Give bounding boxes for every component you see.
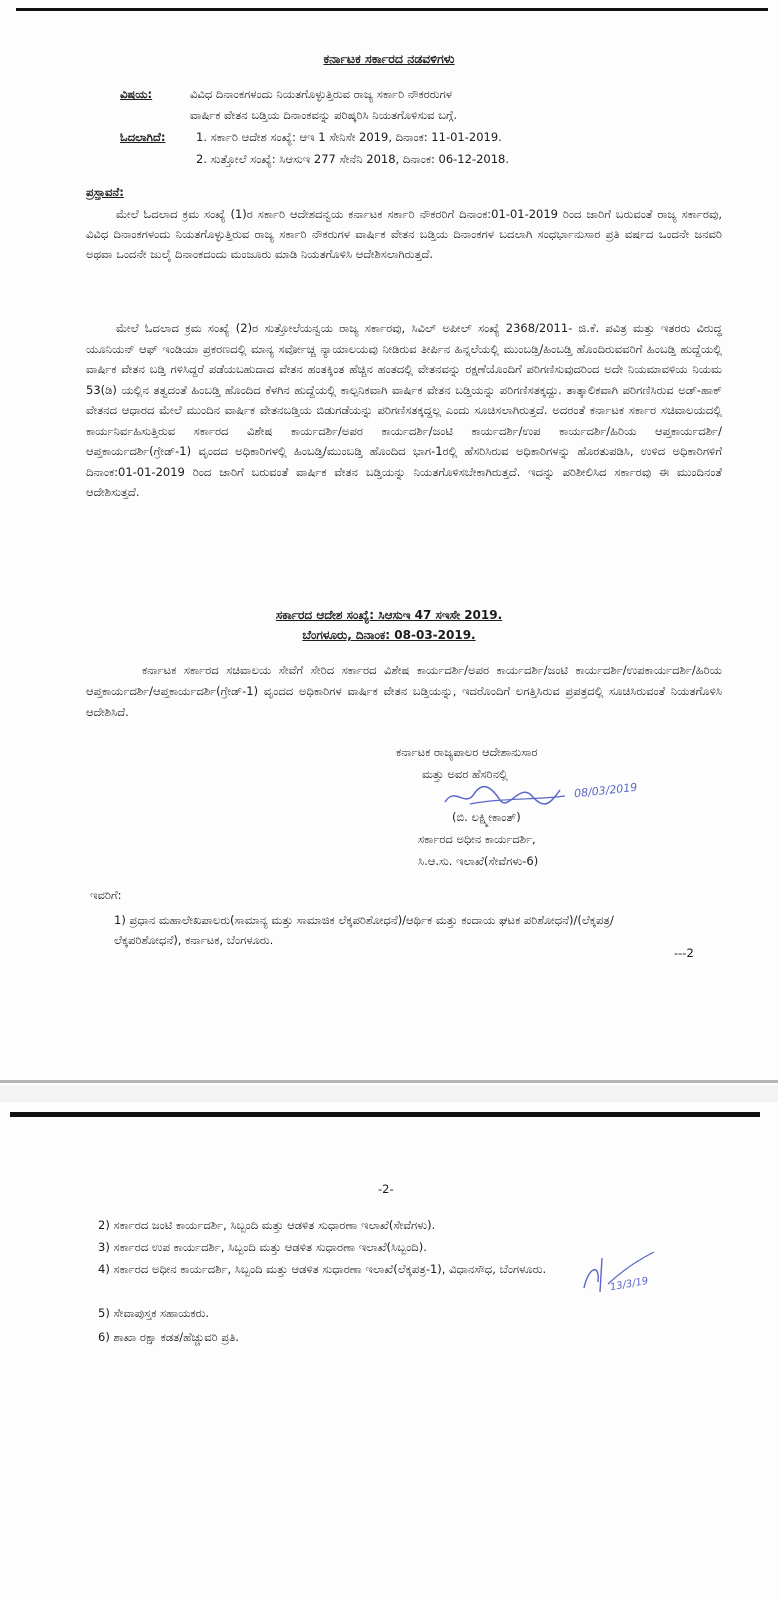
page-top-border [10, 1112, 760, 1117]
page-number: -2- [378, 1182, 394, 1196]
signer-name: (ಬಿ. ಲಕ್ಷ್ಮೀಕಾಂತ್) [452, 810, 521, 824]
preamble-paragraph-1: ಮೇಲೆ ಓದಲಾದ ಕ್ರಮ ಸಂಖ್ಯೆ (1)ರ ಸರ್ಕಾರಿ ಆದೇಶದನ್ವಯ ಕರ್ನಾಟಕ ಸರ್ಕಾರಿ ನೌಕರರಿಗೆ ದಿನಾಂಕ:01-01-2019 ರಿಂದ ಜಾರಿಗೆ ಬರುವಂತೆ ರಾಜ್ಯ ಸರ್ಕಾರವು, ವಿವಿಧ ದಿನಾಂಕಗಳಂದು ನಿಯತಗೊಳ್ಳುತ್ತಿರುವ ರಾಜ್ಯ ಸರ್ಕಾರಿ ನೌಕರುಗಳ ವಾರ್ಷಿಕ ವೇತನ ಬಡ್ತಿಯ ದಿನಾಂಕಗಳ ಬದಲಾಗಿ ಸಂಧರ್ಭಾನುಸಾರ ಪ್ರತಿ ವರ್ಷದ ಒಂದನೇ ಜನವರಿ ಅಥವಾ ಒಂದನೇ ಜುಲೈ ದಿನಾಂಕದಂದು ಮಂಜೂರು ಮಾಡಿ ನಿಯತಗೊಳಿಸಿ ಆದೇಶಿಸಲಾಗಿರುತ್ತದೆ. [86, 207, 722, 261]
subject-line-1: ವಿವಿಧ ದಿನಾಂಕಗಳಂದು ನಿಯತಗೊಳ್ಳುತ್ತಿರುವ ರಾಜ್ಯ ಸರ್ಕಾರಿ ನೌಕರರುಗಳ [190, 87, 452, 101]
preamble-paragraph-2: ಮೇಲೆ ಓದಲಾದ ಕ್ರಮ ಸಂಖ್ಯೆ (2)ರ ಸುತ್ತೋಲೆಯನ್ವಯ ರಾಜ್ಯ ಸರ್ಕಾರವು, ಸಿವಿಲ್ ಅಪೀಲ್ ಸಂಖ್ಯೆ 2368/2011- ಜಿ.ಕೆ. ಪವಿತ್ರ ಮತ್ತು ಇತರರು ವಿರುದ್ಧ ಯೂನಿಯನ್ ಆಫ್ ಇಂಡಿಯಾ ಪ್ರಕರಣದಲ್ಲಿ ಮಾನ್ಯ ಸರ್ವೋಚ್ಚ ನ್ಯಾಯಾಲಯವು ನೀಡಿರುವ ತೀರ್ಪಿನ ಹಿನ್ನಲೆಯಲ್ಲಿ ಮುಂಬಡ್ತಿ/ಹಿಂಬಡ್ತಿ ಹೊಂದಿರುವವರಿಗೆ ಹಿಂಬಡ್ತಿ ಹುದ್ದೆಯಲ್ಲಿ ವಾರ್ಷಿಕ ವೇತನ ಬಡ್ತಿ ಗಳಿಸಿದ್ದರೆ ಪಡೆಯಬಹುದಾದ ವೇತನ ಹಂತಕ್ಕಿಂತ ಹೆಚ್ಚಿನ ಹಂತದಲ್ಲಿ ವೇತನವನ್ನು ರಕ್ಷಣೆಯೊಂದಿಗೆ ಪರಿಗಣಿಸುವುದರಿಂದ ಅದೇ ನಿಯಮಾವಳಿಯ ನಿಯಮ 53(ಡಿ) ಯಲ್ಲಿನ ತತ್ವದಂತೆ ಹಿಂಬಡ್ತಿ ಹೊಂದಿದ ಕೆಳಗಿನ ಹುದ್ದೆಯಲ್ಲಿ ಕಾಲ್ಪನಿಕವಾಗಿ ವಾರ್ಷಿಕ ವೇತನ ಬಡ್ತಿಯನ್ನು ಪರಿಗಣಿಸತಕ್ಕದ್ದು. ತಾತ್ಕಾಲಿಕವಾಗಿ ಪರಿಗಣಿಸಿರುವ ಅಡ್-ಹಾಕ್ ವೇತನದ ಆಧಾರದ ಮೇಲೆ ಮುಂದಿನ ವಾರ್ಷಿಕ ವೇತನಬಡ್ತಿಯ ಬಿಡುಗಡೆಯನ್ನು ಪರಿಗಣಿಸತಕ್ಕದ್ದಲ್ಲ ಎಂದು ಸೂಚಿಸಲಾಗಿರುತ್ತದೆ. ಅದರಂತೆ ಕರ್ನಾಟಕ ಸರ್ಕಾರ ಸಚಿವಾಲಯದಲ್ಲಿ ಕಾರ್ಯನಿರ್ವಹಿಸುತ್ತಿರುವ ಸರ್ಕಾರದ ವಿಶೇಷ ಕಾರ್ಯದರ್ಶಿ/ಅಪರ ಕಾರ್ಯದರ್ಶಿ/ಜಂಟಿ ಕಾರ್ಯದರ್ಶಿ/ಉಪ ಕಾರ್ಯದರ್ಶಿ/ಹಿರಿಯ ಆಪ್ತಕಾರ್ಯದರ್ಶಿ/ಆಪ್ತಕಾರ್ಯದರ್ಶಿ(ಗ್ರೇಡ್-1) ವೃಂದದ ಅಧಿಕಾರಿಗಳಲ್ಲಿ ಹಿಂಬಡ್ತಿ/ಮುಂಬಡ್ತಿ ಹೊಂದಿದ ಭಾಗ-1ರಲ್ಲಿ ಹೆಸರಿಸಿರುವ ಅಧಿಕಾರಿಗಳನ್ನು ಹೊರತುಪಡಿಸಿ, ಉಳಿದ ಅಧಿಕಾರಿಗಳಿಗೆ ದಿನಾಂಕ:01-01-2019 ರಿಂದ ಜಾರಿಗೆ ಬರುವಂತೆ ವಾರ್ಷಿಕ ವೇತನ ಬಡ್ತಿಯನ್ನು ನಿಯತಗೊಳಿಸಬೇಕಾಗಿರುತ್ತದೆ. ಇದನ್ನು ಪರಿಶೀಲಿಸಿದ ಸರ್ಕಾರವು ಈ ಮುಂದಿನಂತೆ ಆದೇಶಿಸುತ್ತದೆ. [86, 321, 722, 499]
page-top-border [16, 8, 768, 11]
order-text: ಕರ್ನಾಟಕ ಸರ್ಕಾರದ ಸಚಿವಾಲಯ ಸೇವೆಗೆ ಸೇರಿದ ಸರ್ಕಾರದ ವಿಶೇಷ ಕಾರ್ಯದರ್ಶಿ/ಅಪರ ಕಾರ್ಯದರ್ಶಿ/ಜಂಟಿ ಕಾರ್ಯದರ್ಶಿ/ಉಪಕಾರ್ಯದರ್ಶಿ/ಹಿರಿಯ ಆಪ್ತಕಾರ್ಯದರ್ಶಿ/ಆಪ್ತಕಾರ್ಯದರ್ಶಿ(ಗ್ರೇಡ್-1) ವೃಂದದ ಅಧಿಕಾರಿಗಳ ವಾರ್ಷಿಕ ವೇತನ ಬಡ್ತಿಯನ್ನು, ಇದರೊಂದಿಗೆ ಲಗತ್ತಿಸಿರುವ ಪ್ರಪತ್ರದಲ್ಲಿ ಸೂಚಿಸಿರುವಂತೆ ನಿಯತಗೊಳಿಸಿ ಆದೇಶಿಸಿದೆ. [86, 663, 722, 719]
document-page-2 [0, 1102, 778, 1600]
page-gap [0, 1085, 778, 1102]
sign-line-2: ಮತ್ತು ಅವರ ಹೆಸರಿನಲ್ಲಿ [422, 767, 508, 781]
continuation-marker: ---2 [674, 946, 694, 960]
order-place-date: ಬೆಂಗಳೂರು, ದಿನಾಂಕ: 08-03-2019. [302, 628, 476, 642]
read-label: ಓದಲಾಗಿದೆ: [120, 130, 166, 144]
signer-title: ಸರ್ಕಾರದ ಅಧೀನ ಕಾರ್ಯದರ್ಶಿ, [418, 832, 536, 846]
document-header: ಕರ್ನಾಟಕ ಸರ್ಕಾರದ ನಡವಳಿಗಳು [323, 51, 455, 66]
subject-line-2: ವಾರ್ಷಿಕ ವೇತನ ಬಡ್ತಿಯ ದಿನಾಂಕವನ್ನು ಪರಿಷ್ಕರಿಸಿ ನಿಯತಗೊಳಿಸುವ ಬಗ್ಗೆ. [190, 108, 457, 122]
recipient-2: 2) ಸರ್ಕಾರದ ಜಂಟಿ ಕಾರ್ಯದರ್ಶಿ, ಸಿಬ್ಬಂದಿ ಮತ್ತು ಆಡಳಿತ ಸುಧಾರಣಾ ಇಲಾಖೆ(ಸೇವೆಗಳು). [98, 1218, 436, 1232]
signature-date: 08/03/2019 [573, 780, 638, 801]
order-number: ಸರ್ಕಾರದ ಆದೇಶ ಸಂಖ್ಯೆ: ಸಿಆಸುಇ 47 ಸಇಸೇ 2019. [275, 608, 503, 622]
recipient-6: 6) ಶಾಖಾ ರಕ್ಷಾ ಕಡತ/ಹೆಚ್ಚುವರಿ ಪ್ರತಿ. [98, 1330, 239, 1344]
recipient-5: 5) ಸೇವಾಪುಸ್ತಕ ಸಹಾಯಕರು. [98, 1306, 210, 1320]
initial-date: 13/3/19 [609, 1275, 650, 1294]
signer-department: ಸಿ.ಆ.ಸು. ಇಲಾಖೆ(ಸೇವೆಗಳು-6) [418, 854, 539, 868]
recipients-label: ಇವರಿಗೆ: [90, 888, 122, 902]
sign-line-1: ಕರ್ನಾಟಕ ರಾಜ್ಯಪಾಲರ ಆದೇಶಾನುಸಾರ [396, 745, 538, 759]
page-bottom-border [0, 1080, 778, 1083]
recipient-4: 4) ಸರ್ಕಾರದ ಅಧೀನ ಕಾರ್ಯದರ್ಶಿ, ಸಿಬ್ಬಂದಿ ಮತ್ತು ಆಡಳಿತ ಸುಧಾರಣಾ ಇಲಾಖೆ(ಲೆಕ್ಕಪತ್ರ-1), ವಿಧಾನಸೌಧ, ಬೆಂಗಳೂರು. [98, 1262, 547, 1276]
recipient-1: 1) ಪ್ರಧಾನ ಮಹಾಲೇಖಪಾಲರು(ಸಾಮಾನ್ಯ ಮತ್ತು ಸಾಮಾಜಿಕ ಲೆಕ್ಕಪರಿಶೋಧನೆ)/ಆರ್ಥಿಕ ಮತ್ತು ಕಂದಾಯ ಘಟಕ ಪರಿಶೋಧನೆ)/(ಲೆಕ್ಕಪತ್ರ/ಲೆಕ್ಕಪರಿಶೋಧನೆ), ಕರ್ನಾಟಕ, ಬೆಂಗಳೂರು. [114, 913, 614, 947]
reference-1: 1. ಸರ್ಕಾರಿ ಆದೇಶ ಸಂಖ್ಯೆ: ಆಇ 1 ಸೇನಿಸೇ 2019, ದಿನಾಂಕ: 11-01-2019. [196, 130, 502, 144]
subject-label: ವಿಷಯ: [120, 87, 153, 101]
reference-2: 2. ಸುತ್ತೋಲೆ ಸಂಖ್ಯೆ: ಸಿಆಸುಇ 277 ಸೇನೆನಿ 2018, ದಿನಾಂಕ: 06-12-2018. [196, 152, 510, 166]
preamble-heading: ಪ್ರಸ್ತಾವನೆ: [86, 185, 124, 199]
recipient-3: 3) ಸರ್ಕಾರದ ಉಪ ಕಾರ್ಯದರ್ಶಿ, ಸಿಬ್ಬಂದಿ ಮತ್ತು ಆಡಳಿತ ಸುಧಾರಣಾ ಇಲಾಖೆ(ಸಿಬ್ಬಂದಿ). [98, 1240, 427, 1254]
